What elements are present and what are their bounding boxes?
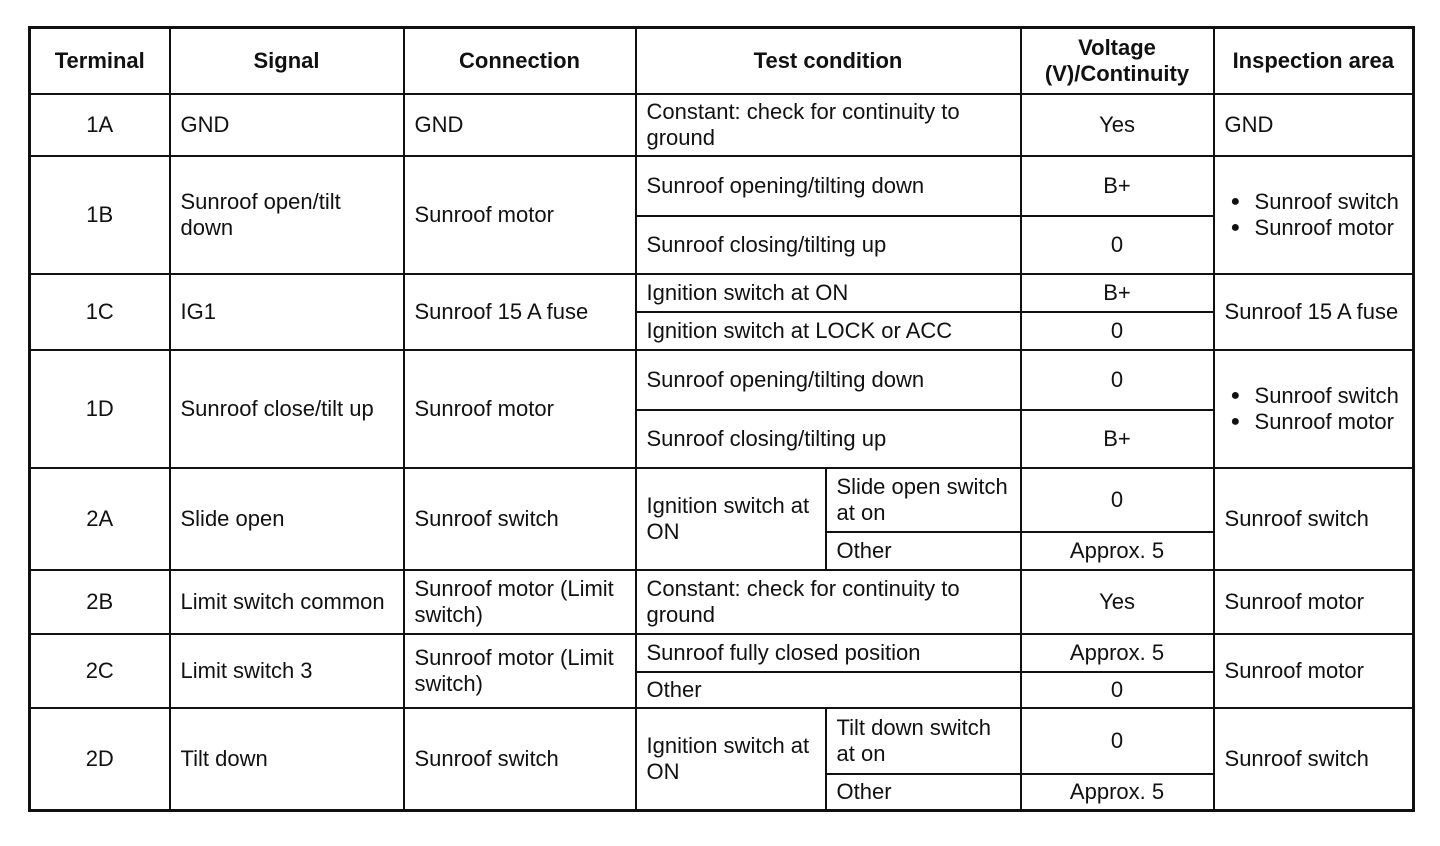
inspection-area-list <box>1225 383 1403 435</box>
inspection-area-cell: Sunroof motor <box>1214 570 1414 634</box>
inspection-area-cell: GND <box>1214 94 1414 156</box>
voltage-cell: Yes <box>1021 570 1214 634</box>
signal-cell: Limit switch 3 <box>170 634 404 708</box>
test-condition-cell: Sunroof fully closed position <box>636 634 1021 672</box>
test-subcondition-cell: Slide open switch at on <box>826 468 1021 532</box>
test-condition-cell: Other <box>636 672 1021 708</box>
terminal-cell: 2D <box>30 708 170 810</box>
signal-cell: Sunroof close/tilt up <box>170 350 404 468</box>
voltage-cell: 0 <box>1021 216 1214 274</box>
signal-cell: IG1 <box>170 274 404 350</box>
header-signal: Signal <box>170 28 404 95</box>
voltage-cell: 0 <box>1021 350 1214 410</box>
inspection-area-item: ● Sunroof motor <box>1225 409 1403 435</box>
terminal-cell: 1D <box>30 350 170 468</box>
voltage-cell: Approx. 5 <box>1021 774 1214 810</box>
connection-cell: Sunroof motor (Limit switch) <box>404 634 636 708</box>
signal-cell: Slide open <box>170 468 404 570</box>
table-row <box>30 708 1414 774</box>
test-subcondition-cell: Other <box>826 774 1021 810</box>
header-inspection-area: Inspection area <box>1214 28 1414 95</box>
test-condition-cell: Ignition switch at ON <box>636 708 826 810</box>
voltage-cell: Yes <box>1021 94 1214 156</box>
connection-cell: Sunroof switch <box>404 468 636 570</box>
test-condition-cell: Sunroof closing/tilting up <box>636 216 1021 274</box>
header-connection: Connection <box>404 28 636 95</box>
test-condition-cell: Ignition switch at ON <box>636 468 826 570</box>
test-condition-cell: Sunroof closing/tilting up <box>636 410 1021 468</box>
table-row <box>30 94 1414 156</box>
voltage-cell: B+ <box>1021 156 1214 216</box>
voltage-cell: 0 <box>1021 708 1214 774</box>
terminal-cell: 1A <box>30 94 170 156</box>
test-condition-cell: Sunroof opening/tilting down <box>636 350 1021 410</box>
table-row <box>30 570 1414 634</box>
table-header <box>30 28 1414 95</box>
signal-cell: Tilt down <box>170 708 404 810</box>
connection-cell: Sunroof motor <box>404 156 636 274</box>
voltage-cell: B+ <box>1021 274 1214 312</box>
test-condition-cell: Constant: check for continuity to ground <box>636 570 1021 634</box>
table-body <box>30 94 1414 810</box>
inspection-area-cell: Sunroof switch <box>1214 468 1414 570</box>
table-row <box>30 634 1414 672</box>
connection-cell: GND <box>404 94 636 156</box>
header-row <box>30 28 1414 95</box>
voltage-cell: Approx. 5 <box>1021 532 1214 570</box>
signal-cell: Sunroof open/tilt down <box>170 156 404 274</box>
inspection-area-cell: Sunroof motor <box>1214 634 1414 708</box>
signal-cell: Limit switch common <box>170 570 404 634</box>
header-voltage-continuity: Voltage (V)/Continuity <box>1021 28 1214 95</box>
test-condition-cell: Ignition switch at LOCK or ACC <box>636 312 1021 350</box>
test-condition-cell: Sunroof opening/tilting down <box>636 156 1021 216</box>
signal-cell: GND <box>170 94 404 156</box>
table-row <box>30 468 1414 532</box>
inspection-area-cell: Sunroof 15 A fuse <box>1214 274 1414 350</box>
connection-cell: Sunroof motor <box>404 350 636 468</box>
terminal-cell: 2C <box>30 634 170 708</box>
table-row <box>30 274 1414 312</box>
inspection-area-cell <box>1214 350 1414 468</box>
header-terminal: Terminal <box>30 28 170 95</box>
terminal-inspection-table <box>28 26 1415 812</box>
connection-cell: Sunroof motor (Limit switch) <box>404 570 636 634</box>
voltage-cell: 0 <box>1021 672 1214 708</box>
voltage-cell: B+ <box>1021 410 1214 468</box>
voltage-cell: 0 <box>1021 468 1214 532</box>
test-condition-cell: Ignition switch at ON <box>636 274 1021 312</box>
test-subcondition-cell: Tilt down switch at on <box>826 708 1021 774</box>
terminal-cell: 1B <box>30 156 170 274</box>
terminal-cell: 1C <box>30 274 170 350</box>
connection-cell: Sunroof switch <box>404 708 636 810</box>
inspection-area-list <box>1225 189 1403 241</box>
inspection-area-cell: Sunroof switch <box>1214 708 1414 810</box>
inspection-area-item: ● Sunroof switch <box>1225 383 1403 409</box>
connection-cell: Sunroof 15 A fuse <box>404 274 636 350</box>
inspection-area-cell <box>1214 156 1414 274</box>
inspection-area-item: ● Sunroof motor <box>1225 215 1403 241</box>
terminal-inspection-document <box>28 26 1412 812</box>
table-row <box>30 156 1414 216</box>
table-row <box>30 350 1414 410</box>
terminal-cell: 2A <box>30 468 170 570</box>
test-condition-cell: Constant: check for continuity to ground <box>636 94 1021 156</box>
terminal-cell: 2B <box>30 570 170 634</box>
test-subcondition-cell: Other <box>826 532 1021 570</box>
voltage-cell: Approx. 5 <box>1021 634 1214 672</box>
header-test-condition: Test condition <box>636 28 1021 95</box>
voltage-cell: 0 <box>1021 312 1214 350</box>
inspection-area-item: ● Sunroof switch <box>1225 189 1403 215</box>
